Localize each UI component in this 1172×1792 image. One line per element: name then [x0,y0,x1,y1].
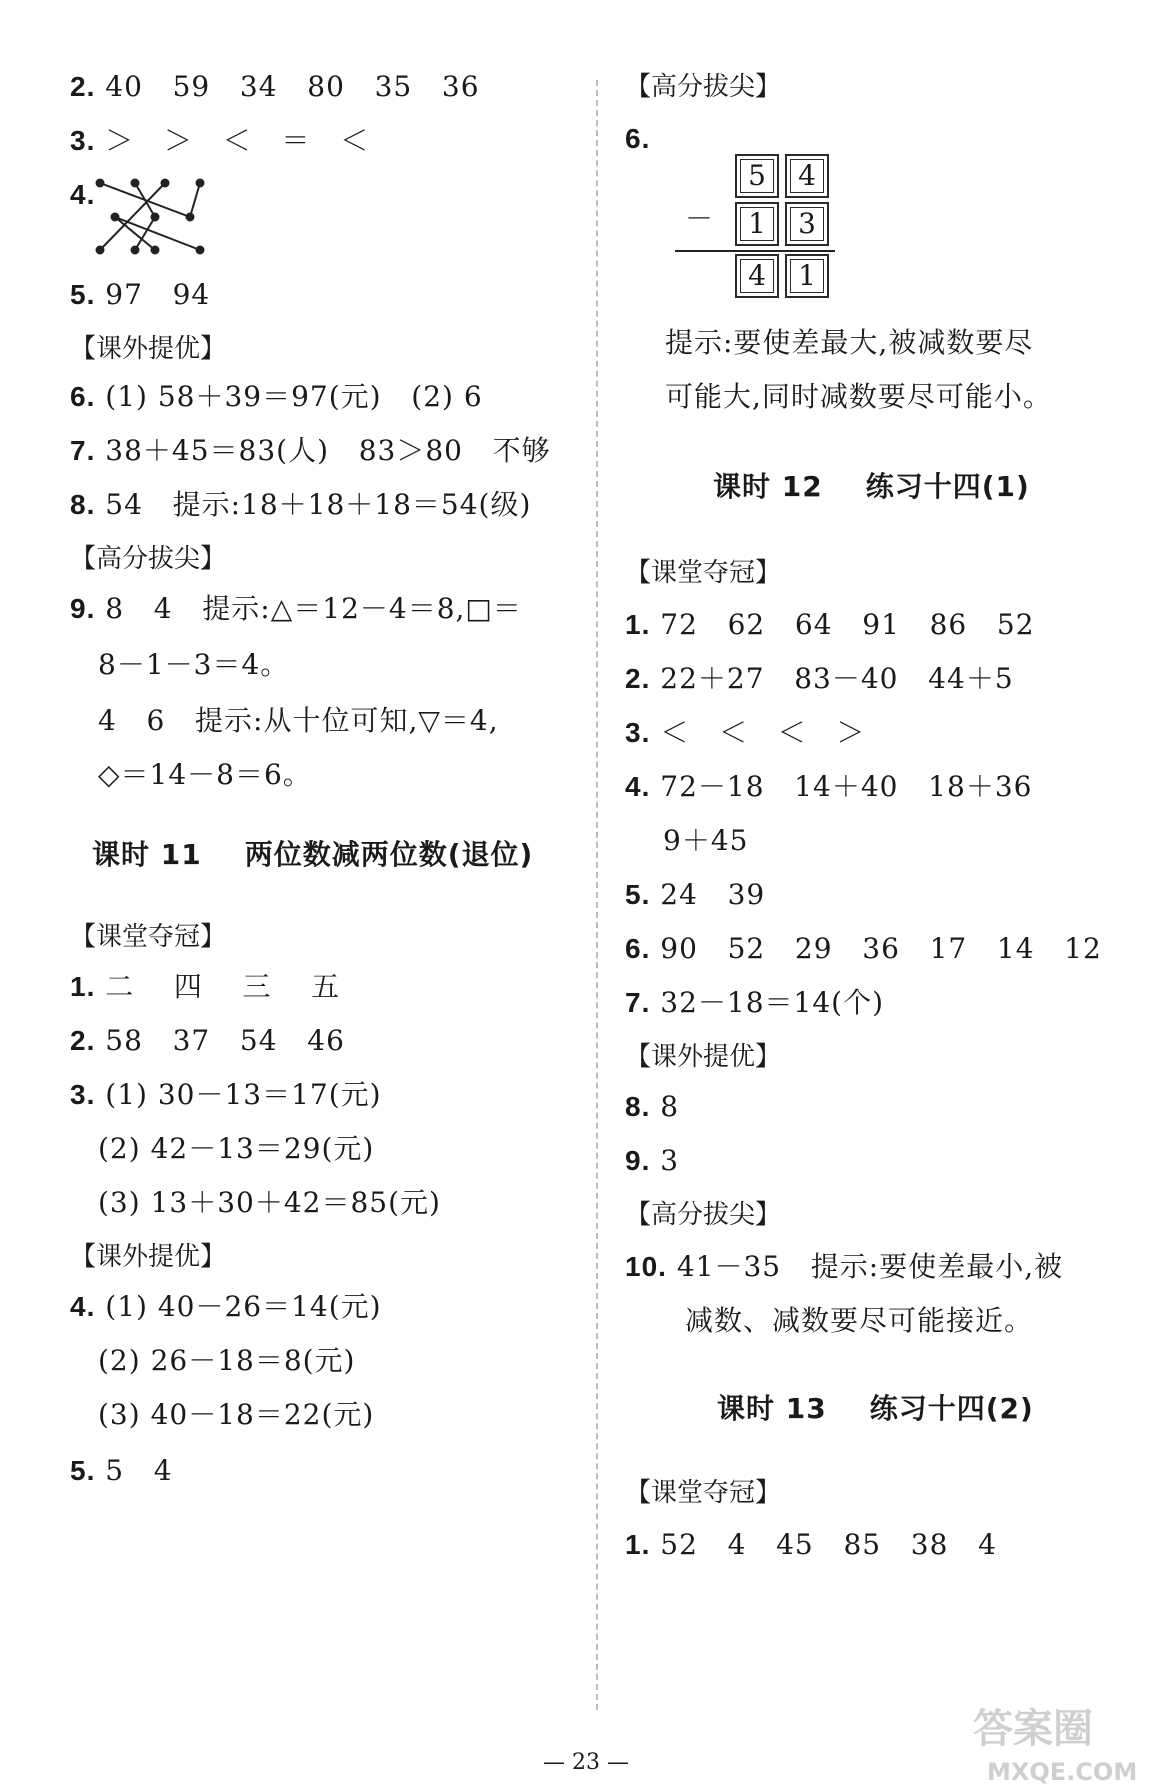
watermark-logo [965,1690,1165,1790]
answer-3: 3. ＞ ＞ ＜ ＝ ＜ [70,124,370,157]
digit-box: 1 [735,202,779,246]
lesson-13-title: 课时 13 练习十四(2) [717,1392,1034,1425]
answer-9-line3: 4 6 提示:从十位可知,▽＝4, [98,704,499,737]
lesson11-answer-3-line1: 3. (1) 30－13＝17(元) [70,1078,382,1111]
digit-box: 4 [785,154,829,198]
lesson11-answer-5: 5. 5 4 [70,1454,173,1487]
section-gaofen-bajian: 【高分拔尖】 [70,544,227,574]
watermark-url: MXQE.COM [987,1758,1138,1786]
section-kewai-tiyou: 【课外提优】 [70,334,227,364]
lesson11-answer-4-line3: (3) 40－18＝22(元) [98,1398,375,1431]
answer-5: 5. 97 94 [70,278,211,311]
lesson12-answer-4-line2: 9＋45 [663,824,749,857]
section-ketang-duoguan-2: 【课堂夺冠】 [625,1478,782,1508]
lesson11-answer-3-line2: (2) 42－13＝29(元) [98,1132,375,1165]
section-kewai-tiyou: 【课外提优】 [625,1042,782,1072]
section-kewai-tiyou-2: 【课外提优】 [70,1242,227,1272]
matching-lines-diagram [95,175,210,260]
section-gaofen-bajian-2: 【高分拔尖】 [625,1200,782,1230]
digit-box: 5 [735,154,779,198]
section-ketang-duoguan: 【课堂夺冠】 [625,558,782,588]
watermark-text: 答案圈 [973,1706,1093,1752]
digit-box: 3 [785,202,829,246]
result-line [675,250,835,252]
lesson12-answer-10-line2: 减数、减数要尽可能接近。 [685,1304,1034,1337]
page-number: — 23 — [543,1750,629,1775]
answer-6-hint-line1: 提示:要使差最大,被减数要尽 [665,326,1034,359]
answer-7: 7. 38＋45＝83(人) 83＞80 不够 [70,434,551,467]
answer-6-hint-line2: 可能大,同时减数要尽可能小。 [665,380,1052,413]
lesson11-answer-4-line2: (2) 26－18＝8(元) [98,1344,356,1377]
lesson12-answer-10-line1: 10. 41－35 提示:要使差最小,被 [625,1250,1064,1283]
lesson12-answer-1: 1. 72 62 64 91 86 52 [625,608,1035,641]
lesson11-answer-2: 2. 58 37 54 46 [70,1024,345,1057]
lesson11-answer-1: 1. 二 四 三 五 [70,970,341,1003]
lesson12-answer-8: 8. 8 [625,1090,680,1123]
answer-8: 8. 54 提示:18＋18＋18＝54(级) [70,488,532,521]
column-divider [596,80,598,1710]
answer-9-line4: ◇＝14－8＝6。 [98,758,312,791]
digit-box: 4 [735,254,779,298]
answer-4: 4. [70,179,96,210]
section-gaofen-bajian: 【高分拔尖】 [625,72,782,102]
answer-9-line2: 8－1－3＝4。 [98,648,290,681]
lesson11-answer-3-line3: (3) 13＋30＋42＝85(元) [98,1186,441,1219]
answer-6: 6. (1) 58＋39＝97(元) (2) 6 [70,380,483,413]
lesson12-answer-6: 6. 90 52 29 36 17 14 12 [625,932,1102,965]
minus-sign: － [685,202,715,235]
lesson12-answer-9: 9. 3 [625,1144,680,1177]
answer-2: 2. 40 59 34 80 35 36 [70,70,480,103]
lesson12-answer-7: 7. 32－18＝14(个) [625,986,885,1019]
lesson13-answer-1: 1. 52 4 45 85 38 4 [625,1528,997,1561]
lesson12-answer-3: 3. ＜ ＜ ＜ ＞ [625,716,866,749]
lesson12-answer-4-line1: 4. 72－18 14＋40 18＋36 [625,770,1033,803]
lesson12-answer-2: 2. 22＋27 83－40 44＋5 [625,662,1014,695]
answer-9-line1: 9. 8 4 提示:△＝12－4＝8,□＝ [70,592,522,625]
lesson12-answer-5: 5. 24 39 [625,878,766,911]
lesson11-answer-4-line1: 4. (1) 40－26＝14(元) [70,1290,382,1323]
digit-box: 1 [785,254,829,298]
lesson-12-title: 课时 12 练习十四(1) [713,470,1030,503]
answer-6-label: 6. [625,123,651,154]
section-ketang-duoguan: 【课堂夺冠】 [70,922,227,952]
subtraction-box-puzzle [665,148,845,308]
lesson-11-title: 课时 11 两位数减两位数(退位) [92,838,534,871]
